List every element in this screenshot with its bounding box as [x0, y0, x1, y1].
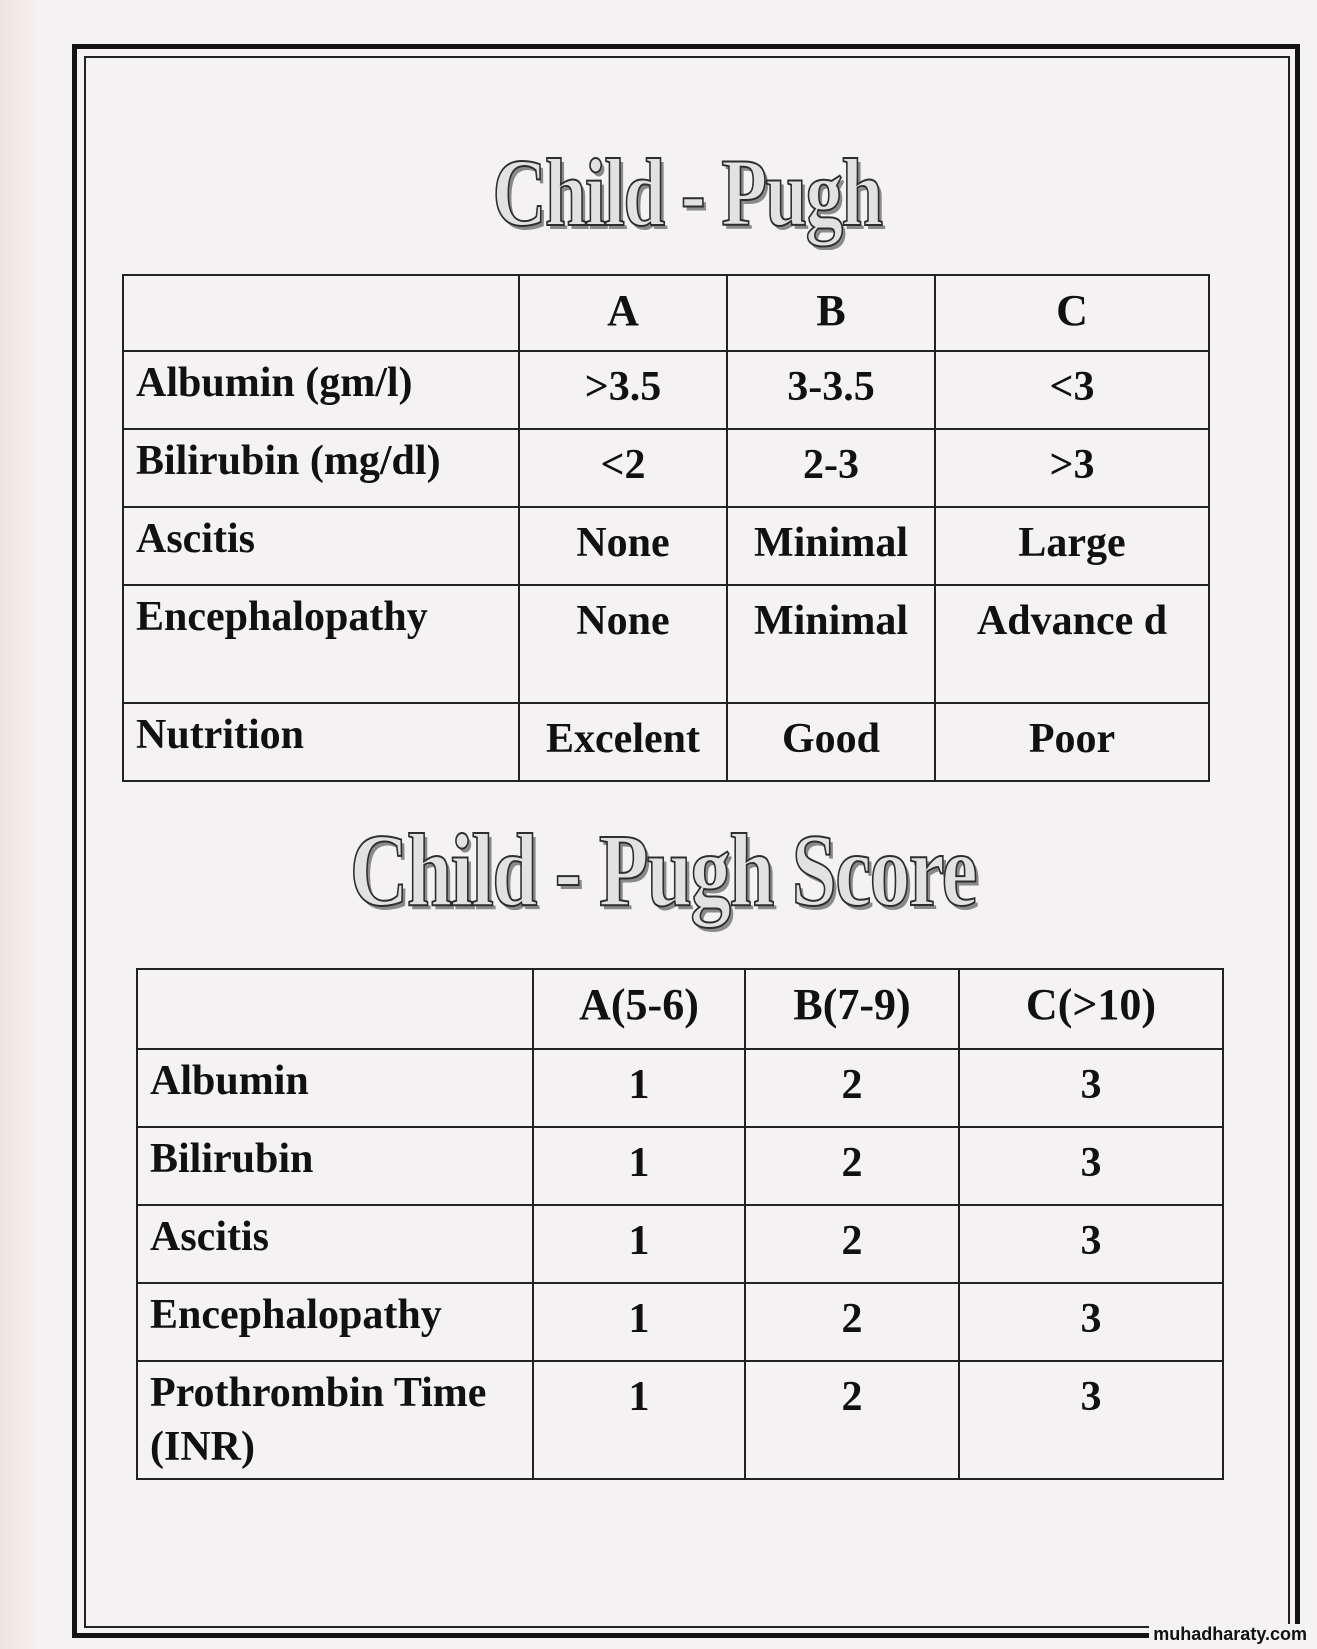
table-cell: <2: [519, 429, 727, 507]
table-cell: 3: [959, 1361, 1223, 1479]
header-cell: C(>10): [959, 969, 1223, 1049]
table-cell: 1: [533, 1127, 745, 1205]
table-cell: 1: [533, 1205, 745, 1283]
row-label: Encephalopathy: [137, 1283, 533, 1361]
header-cell: B(7-9): [745, 969, 959, 1049]
table-header-row: [123, 275, 1209, 351]
header-cell: [137, 969, 533, 1049]
header-cell: A: [519, 275, 727, 351]
table-row: [123, 703, 1209, 781]
row-label: Bilirubin: [137, 1127, 533, 1205]
row-label: Albumin (gm/l): [123, 351, 519, 429]
row-label: Ascitis: [123, 507, 519, 585]
table-cell: >3: [935, 429, 1209, 507]
table-cell: Minimal: [727, 585, 935, 703]
table-cell: 3: [959, 1049, 1223, 1127]
table-row: [137, 1127, 1223, 1205]
table-row: [137, 1049, 1223, 1127]
table-cell: 3: [959, 1283, 1223, 1361]
table-cell: 2: [745, 1205, 959, 1283]
table-cell: Advance d: [935, 585, 1209, 703]
row-label: Ascitis: [137, 1205, 533, 1283]
row-label: Prothrombin Time (INR): [137, 1361, 533, 1479]
site-watermark: muhadharaty.com: [1149, 1624, 1311, 1645]
table-cell: 2: [745, 1127, 959, 1205]
table-cell: 1: [533, 1283, 745, 1361]
table-row: [137, 1283, 1223, 1361]
table-cell: 1: [533, 1049, 745, 1127]
table-cell: 2-3: [727, 429, 935, 507]
row-label: Albumin: [137, 1049, 533, 1127]
table-header-row: [137, 969, 1223, 1049]
child-pugh-score-table: [136, 968, 1224, 1480]
table-cell: 2: [745, 1283, 959, 1361]
table-row: [137, 1205, 1223, 1283]
table-cell: 2: [745, 1361, 959, 1479]
paper-edge: [0, 0, 38, 1649]
header-cell: B: [727, 275, 935, 351]
table-cell: None: [519, 585, 727, 703]
child-pugh-table: [122, 274, 1210, 782]
table-cell: >3.5: [519, 351, 727, 429]
table-cell: None: [519, 507, 727, 585]
row-label: Encephalopathy: [123, 585, 519, 703]
table-cell: 3: [959, 1205, 1223, 1283]
table-cell: 3: [959, 1127, 1223, 1205]
table-cell: Minimal: [727, 507, 935, 585]
row-label: Bilirubin (mg/dl): [123, 429, 519, 507]
header-cell: C: [935, 275, 1209, 351]
table-cell: 2: [745, 1049, 959, 1127]
table-row: [123, 585, 1209, 703]
header-cell: A(5-6): [533, 969, 745, 1049]
table-row: [137, 1361, 1223, 1479]
table-cell: Good: [727, 703, 935, 781]
table-row: [123, 507, 1209, 585]
table-cell: 3-3.5: [727, 351, 935, 429]
table-cell: Excelent: [519, 703, 727, 781]
child-pugh-title: Child - Pugh: [492, 139, 882, 246]
child-pugh-score-title: Child - Pugh Score: [349, 813, 977, 928]
row-label: Nutrition: [123, 703, 519, 781]
header-cell: [123, 275, 519, 351]
table-cell: Poor: [935, 703, 1209, 781]
table-cell: <3: [935, 351, 1209, 429]
table-cell: Large: [935, 507, 1209, 585]
table-row: [123, 429, 1209, 507]
table-row: [123, 351, 1209, 429]
table-cell: 1: [533, 1361, 745, 1479]
